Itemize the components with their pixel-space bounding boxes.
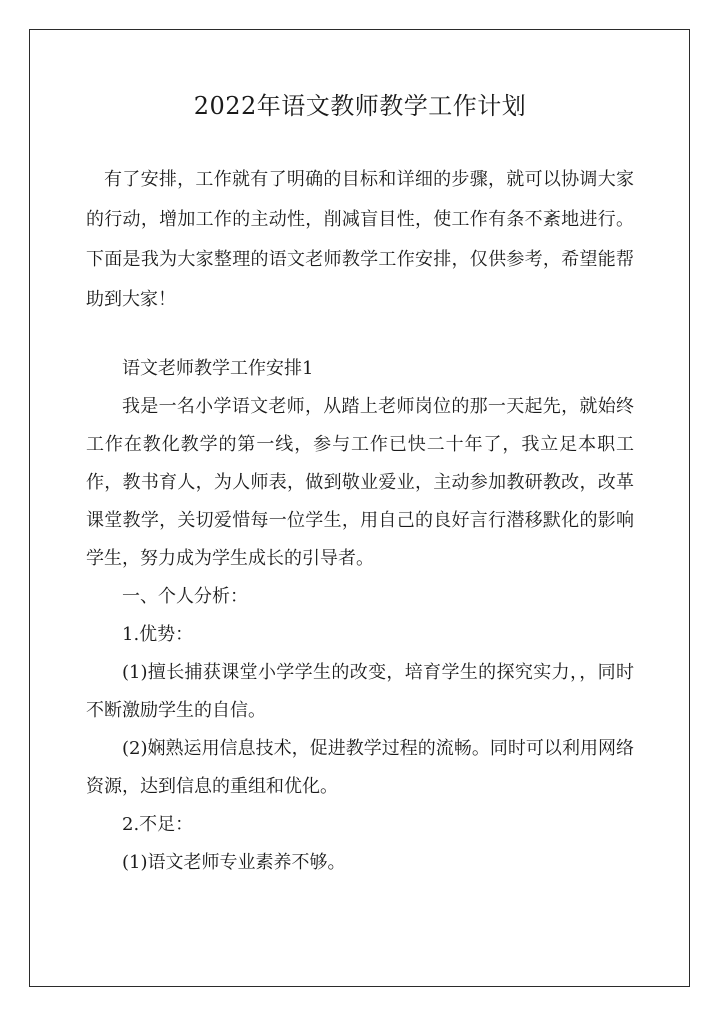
document-title: 2022年语文教师教学工作计划: [193, 92, 527, 120]
body-paragraph: 我是一名小学语文老师，从踏上老师岗位的那一天起先，就始终工作在教化教学的第一线，参与工作已快二十年了，我立足本职工作，教书育人，为人师表，做到敬业爱业，主动参加教研教改，改革课堂教学，关切爱惜每一位学生，用自己的良好言行潜移默化的影响学生，努力成为学生成长的引导者。: [86, 396, 634, 569]
subsection-heading: 一、个人分析：: [122, 586, 248, 607]
document-body: [86, 350, 634, 882]
list-heading: 1.优势：: [122, 624, 194, 645]
list-heading: 2.不足：: [122, 814, 194, 835]
list-item: (1)语文老师专业素养不够。: [122, 852, 346, 873]
section-heading: 语文老师教学工作安排1: [122, 358, 314, 379]
intro-paragraph: 有了安排，工作就有了明确的目标和详细的步骤，就可以协调大家的行动，增加工作的主动性，削减盲目性，使工作有条不紊地进行。下面是我为大家整理的语文老师教学工作安排，仅供参考，希望能帮助到大家！: [86, 169, 634, 310]
list-item: (1)擅长捕获课堂小学学生的改变，培育学生的探究实力，，同时不断激励学生的自信。: [86, 662, 634, 721]
list-item: (2)娴熟运用信息技术，促进教学过程的流畅。同时可以利用网络资源，达到信息的重组和优化。: [86, 738, 634, 797]
